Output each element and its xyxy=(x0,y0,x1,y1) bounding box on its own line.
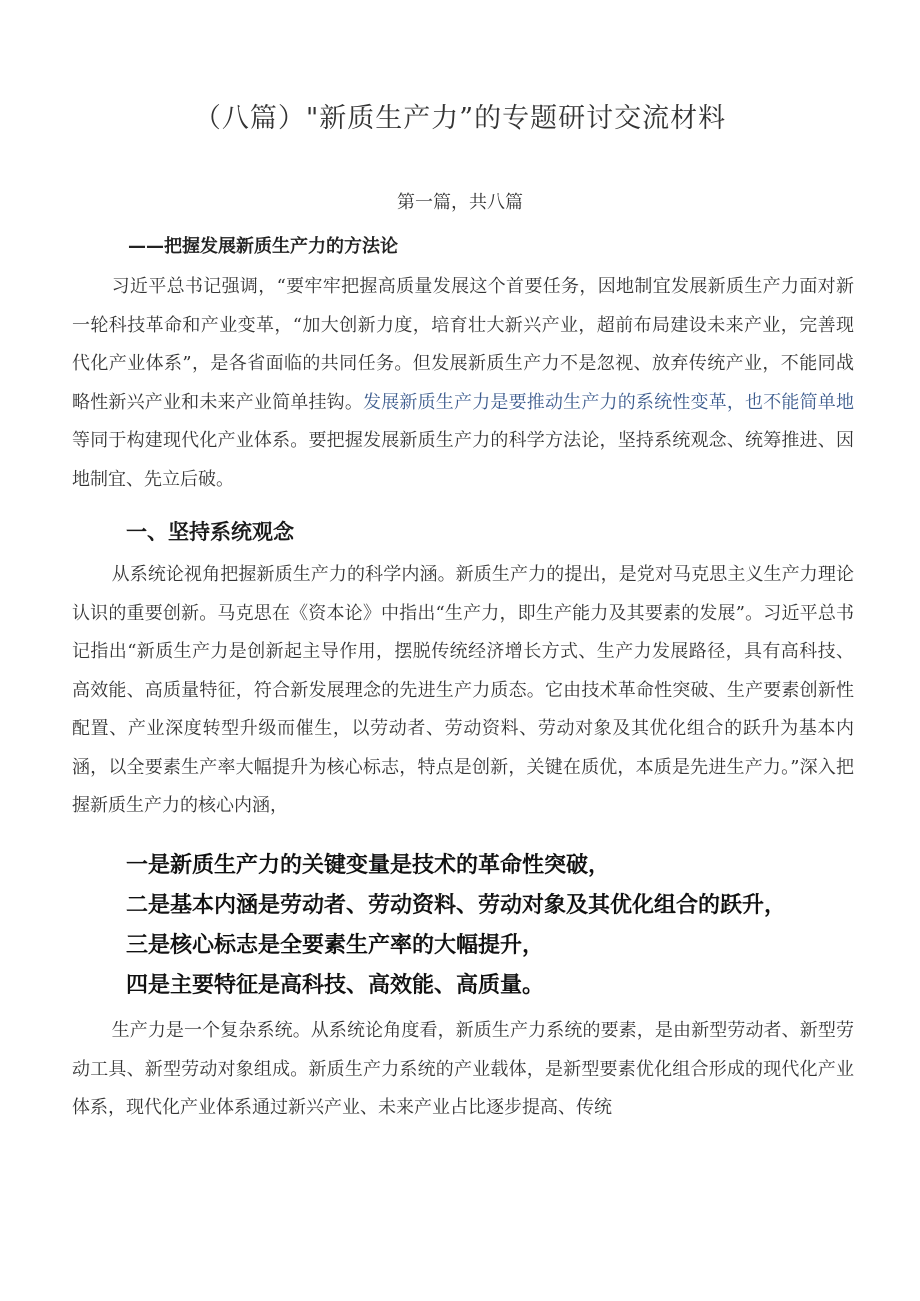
document-subtitle: ——把握发展新质生产力的方法论 xyxy=(128,236,398,257)
document-title: （八篇）"新质生产力”的专题研讨交流材料 xyxy=(193,103,727,134)
key-point-3: 三是核心标志是全要素生产率的大幅提升， xyxy=(126,933,545,958)
part-label: 第一篇，共八篇 xyxy=(397,192,523,213)
key-point-4: 四是主要特征是高科技、高效能、高质量。 xyxy=(126,973,545,998)
intro-text-c: 等同于构建现代化产业体系。要把握发展新质生产力的科学方法论，坚持系统观念、统筹推进、因地制宜、先立后破。 xyxy=(72,430,854,490)
key-point-2: 二是基本内涵是劳动者、劳动资料、劳动对象及其优化组合的跃升， xyxy=(126,893,787,918)
key-point-1: 一是新质生产力的关键变量是技术的革命性突破， xyxy=(126,853,611,878)
intro-paragraph xyxy=(72,268,854,499)
intro-text-a: 习近平总书记强调，“要牢牢把握高质量发展这个首要任务，因地制宜发展新质生产力面对新一轮科技革命和产业变革，“加大创新力度，培育壮大新兴产业，超前布局建设未来产业，完善现代化产业体系”，是各省面临的共同任务。但发展新质生产力不是忽视、放弃传统产业，不能同战略性新兴产业和未来产业简单挂钩。 xyxy=(72,276,854,413)
closing-paragraph: 生产力是一个复杂系统。从系统论角度看，新质生产力系统的要素，是由新型劳动者、新型劳动工具、新型劳动对象组成。新质生产力系统的产业载体，是新型要素优化组合形成的现代化产业体系，现代化产业体系通过新兴产业、未来产业占比逐步提高、传统 xyxy=(72,1020,854,1118)
intro-text-highlight: 发展新质生产力是要推动生产力的系统性变革，也不能简单地 xyxy=(363,391,854,413)
section-heading: 一、坚持系统观念 xyxy=(126,520,294,544)
section-paragraph: 从系统论视角把握新质生产力的科学内涵。新质生产力的提出，是党对马克思主义生产力理论认识的重要创新。马克思在《资本论》中指出“生产力，即生产能力及其要素的发展”。习近平总书记指出“新质生产力是创新起主导作用，摆脱传统经济增长方式、生产力发展路径，具有高科技、高效能、高质量特征，符合新发展理念的先进生产力质态。它由技术革命性突破、生产要素创新性配置、产业深度转型升级而催生，以劳动者、劳动资料、劳动对象及其优化组合的跃升为基本内涵，以全要素生产率大幅提升为核心标志，特点是创新，关键在质优，本质是先进生产力。”深入把握新质生产力的核心内涵， xyxy=(72,564,854,816)
